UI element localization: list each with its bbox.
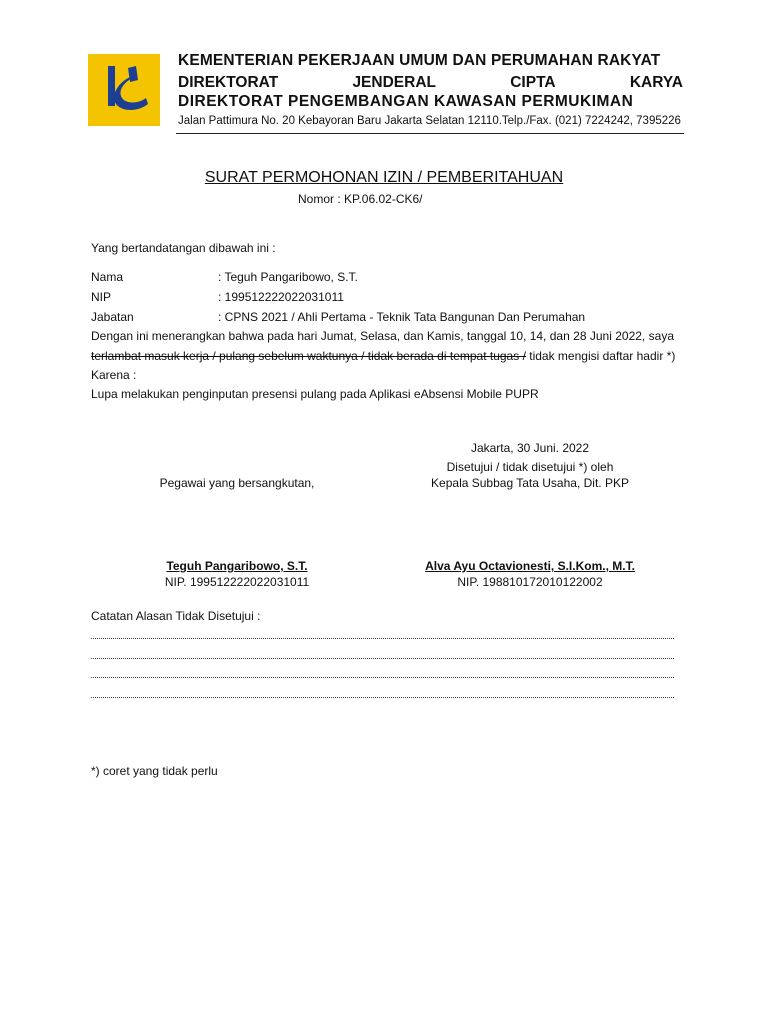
- employee-label: Pegawai yang bersangkutan,: [159, 476, 315, 490]
- footnote: *) coret yang tidak perlu: [91, 764, 218, 778]
- statement-line-2: [91, 349, 675, 363]
- dg-word: DIREKTORAT: [178, 74, 279, 91]
- directorate-general: [178, 74, 683, 92]
- field-value-nama: : Teguh Pangaribowo, S.T.: [218, 270, 358, 284]
- letter-number: Nomor : KP.06.02-CK6/: [298, 192, 423, 206]
- ministry-name: KEMENTERIAN PEKERJAAN UMUM DAN PERUMAHAN RAKYAT: [178, 52, 661, 69]
- employee-name: Teguh Pangaribowo, S.T.: [166, 559, 308, 573]
- field-value-nip: : 199512222022031011: [218, 290, 344, 304]
- rejection-line: [91, 677, 674, 678]
- field-label-nip: NIP: [91, 290, 112, 304]
- dg-word: JENDERAL: [352, 74, 436, 91]
- rejection-line: [91, 697, 674, 698]
- rejection-line: [91, 638, 674, 639]
- office-address: Jalan Pattimura No. 20 Kebayoran Baru Jakarta Selatan 12110.Telp./Fax. (021) 7224242, 7395226: [178, 115, 681, 127]
- selected-option: tidak mengisi daftar hadir *): [525, 349, 676, 363]
- reason-label: Karena :: [91, 368, 137, 382]
- dg-word: CIPTA: [510, 74, 556, 91]
- letter-title: SURAT PERMOHONAN IZIN / PEMBERITAHUAN: [204, 169, 564, 186]
- field-label-nama: Nama: [91, 270, 124, 284]
- letterhead-divider: [176, 133, 684, 134]
- statement-line-1: Dengan ini menerangkan bahwa pada hari Jumat, Selasa, dan Kamis, tanggal 10, 14, dan 28 Juni 2022, saya: [91, 329, 674, 343]
- approver-name: Alva Ayu Octavionesti, S.I.Kom., M.T.: [425, 559, 635, 573]
- approver-nip: NIP. 198810172010122002: [457, 575, 603, 589]
- struck-options: terlambat masuk kerja / pulang sebelum waktunya / tidak berada di tempat tugas /: [91, 349, 526, 363]
- place-date: Jakarta, 30 Juni. 2022: [470, 441, 590, 455]
- ministry-logo: [88, 54, 160, 126]
- approval-text: Disetujui / tidak disetujui *) oleh: [446, 460, 614, 474]
- rejection-label: Catatan Alasan Tidak Disetujui :: [91, 609, 261, 623]
- directorate-name: DIREKTORAT PENGEMBANGAN KAWASAN PERMUKIMAN: [178, 93, 634, 110]
- field-value-jabatan: : CPNS 2021 / Ahli Pertama - Teknik Tata Bangunan Dan Perumahan: [218, 310, 586, 324]
- dg-word: KARYA: [629, 74, 683, 91]
- reason-text: Lupa melakukan penginputan presensi pulang pada Aplikasi eAbsensi Mobile PUPR: [91, 387, 539, 401]
- field-label-jabatan: Jabatan: [91, 310, 134, 324]
- employee-nip: NIP. 199512222022031011: [164, 575, 310, 589]
- intro-text: Yang bertandatangan dibawah ini :: [91, 241, 276, 255]
- approver-position: Kepala Subbag Tata Usaha, Dit. PKP: [431, 476, 629, 490]
- rejection-line: [91, 658, 674, 659]
